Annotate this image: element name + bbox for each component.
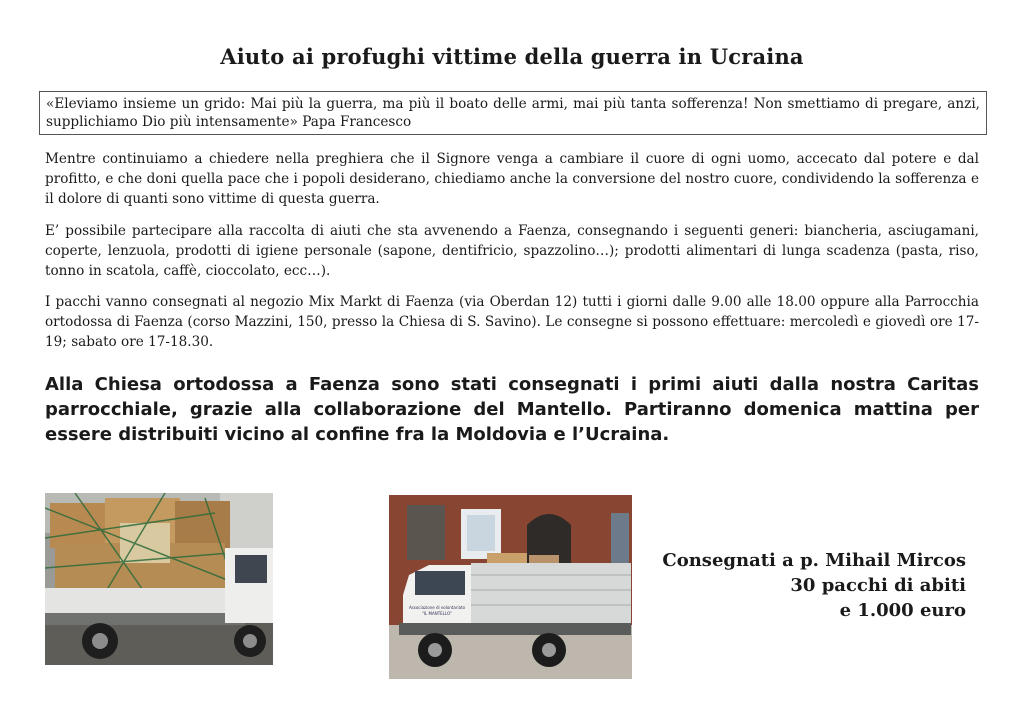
paragraph-delivery-info: I pacchi vanno consegnati al negozio Mix Markt di Faenza (via Oberdan 12) tutti i giorni dalle 9.00 alle 18.00 oppure alla Parrocchia ortodossa di Faenza (corso Mazzini, 150, presso la Chiesa di S. Savino). Le consegne si possono effettuare: mercoledì e giovedì ore 17-19; sabato ore 17-18.30. — [45, 294, 979, 350]
page-title: Aiuto ai profughi vittime della guerra in Ucraina — [220, 44, 804, 69]
truck-door-text-line1: Associazione di volontariato — [408, 605, 466, 610]
caption-line-money: e 1.000 euro — [839, 600, 966, 621]
caption-line-packages: 30 pacchi di abiti — [790, 575, 966, 596]
truck-door-text-line2: "IL MANTELLO" — [422, 611, 452, 616]
paragraph-collection: E’ possibile partecipare alla raccolta di aiuti che sta avvenendo a Faenza, consegnando i seguenti generi: biancheria, asciugamani, coperte, lenzuola, prodotti di igiene personale (sapone, dentifricio, spazzolino…); prodotti alimentari di lunga scadenza (pasta, riso, tonno in scatola, caffè, cioccolato, ecc…). — [45, 223, 979, 279]
photo-truck-at-church — [389, 495, 632, 679]
church-truck-photo-illustration — [389, 495, 632, 679]
highlight-paragraph: Alla Chiesa ortodossa a Faenza sono stati consegnati i primi aiuti dalla nostra Caritas parrocchiale, grazie alla collaborazione del Mantello. Partiranno domenica mattina per essere distribuiti vicino al confine fra la Moldovia e l’Ucraina. — [45, 374, 979, 445]
truck-photo-illustration — [45, 493, 273, 665]
pope-quote-box: «Eleviamo insieme un grido: Mai più la guerra, ma più il boato delle armi, mai più tanta sofferenza! Non smettiamo di pregare, anzi, supplichiamo Dio più intensamente» Papa Francesco — [39, 91, 987, 135]
paragraph-prayer: Mentre continuiamo a chiedere nella preghiera che il Signore venga a cambiare il cuore di ogni uomo, accecato dal potere e dal profitto, e che doni quella pace che i popoli desiderano, chiediamo anche la conversione del nostro cuore, condividendo la sofferenza e il dolore di quanti sono vittime di questa guerra. — [45, 151, 979, 207]
caption-line-recipient: Consegnati a p. Mihail Mircos — [662, 550, 966, 571]
delivery-caption — [662, 548, 966, 623]
photo-loaded-truck — [45, 493, 273, 665]
